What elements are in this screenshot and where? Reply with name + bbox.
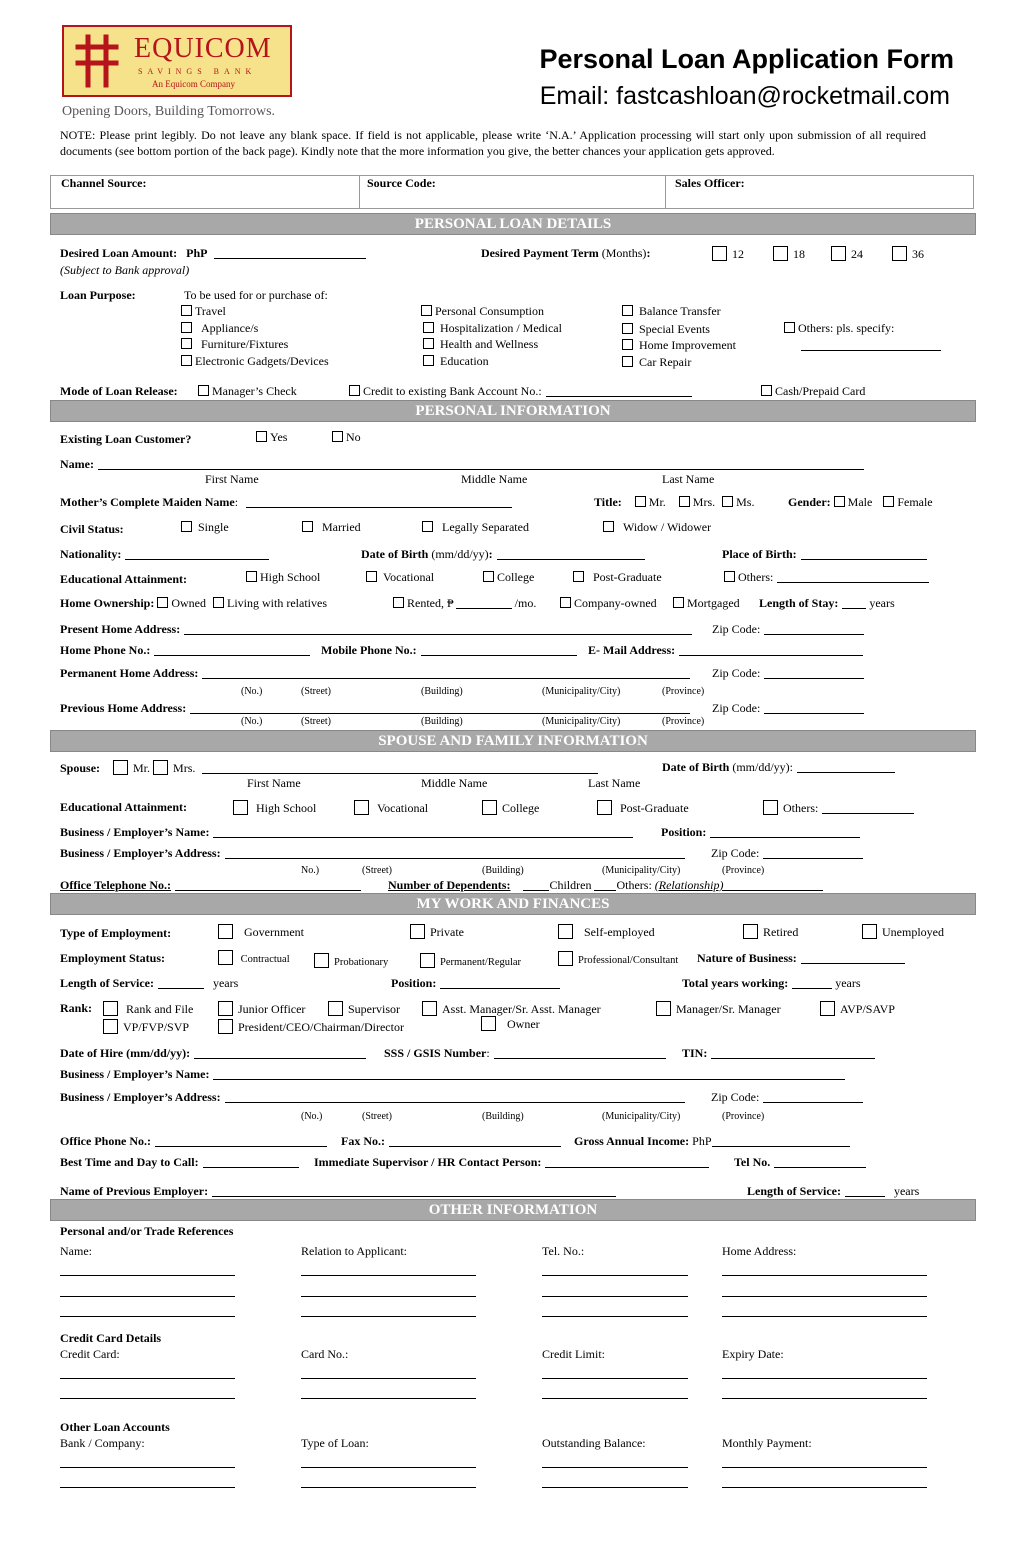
loan-amount-note: (Subject to Bank approval) bbox=[60, 263, 190, 277]
checkbox-icon bbox=[181, 338, 192, 349]
rank-asst-manager[interactable]: Asst. Manager/Sr. Asst. Manager bbox=[422, 1001, 601, 1017]
table-entry-line[interactable] bbox=[722, 1296, 927, 1297]
work-employer-address[interactable]: Business / Employer’s Address: bbox=[60, 1090, 685, 1105]
rank-label: Rank: bbox=[60, 1001, 93, 1015]
table-entry-line[interactable] bbox=[60, 1398, 235, 1399]
purpose-hospitalization[interactable]: Hospitalization / Medical bbox=[423, 321, 562, 336]
spouse-edu-label: Educational Attainment: bbox=[60, 800, 188, 814]
title-ms[interactable]: Ms. bbox=[722, 495, 754, 509]
rank-supervisor[interactable]: Supervisor bbox=[328, 1001, 400, 1017]
gross-annual-income[interactable]: Gross Annual Income: PhP bbox=[574, 1134, 850, 1149]
addr-caption-building: (Building) bbox=[421, 716, 463, 727]
present-zip[interactable]: Zip Code: bbox=[712, 622, 864, 637]
pob-row: Place of Birth: bbox=[722, 547, 927, 562]
addr-caption-building: (Building) bbox=[482, 865, 524, 876]
checkbox-icon bbox=[831, 246, 846, 261]
table-entry-line[interactable] bbox=[722, 1378, 927, 1379]
maiden-name-row: Mother’s Complete Maiden Name: bbox=[60, 495, 512, 510]
addr-caption-no: (No.) bbox=[241, 686, 263, 697]
checkbox-icon bbox=[181, 355, 192, 366]
permanent-address-row[interactable]: Permanent Home Address: bbox=[60, 666, 690, 681]
previous-address-row[interactable]: Previous Home Address: bbox=[60, 701, 690, 716]
rank-vp[interactable]: VP/FVP/SVP bbox=[103, 1019, 189, 1035]
spouse-first-name-caption: First Name bbox=[247, 776, 301, 790]
employment-private[interactable]: Private bbox=[410, 924, 464, 940]
payment-term-row: Desired Payment Term (Months): bbox=[481, 246, 651, 260]
addr-caption-province: (Province) bbox=[722, 865, 765, 876]
addr-caption-no: (No.) bbox=[301, 1111, 323, 1122]
civil-single[interactable]: Single bbox=[181, 520, 229, 535]
table-entry-line[interactable] bbox=[301, 1467, 476, 1468]
table-entry-line[interactable] bbox=[301, 1487, 476, 1488]
sales-officer-field[interactable]: Sales Officer: bbox=[675, 176, 745, 190]
civil-separated[interactable]: Legally Separated bbox=[422, 520, 529, 535]
home-living-relatives[interactable]: Living with relatives bbox=[213, 596, 327, 610]
channel-box bbox=[50, 175, 974, 209]
spouse-edu-high-school[interactable]: High School bbox=[233, 800, 316, 816]
table-entry-line[interactable] bbox=[542, 1487, 688, 1488]
addr-caption-muni: (Municipality/City) bbox=[602, 1111, 681, 1122]
middle-name-caption: Middle Name bbox=[461, 472, 528, 486]
loan-purpose-intro: To be used for or purchase of: bbox=[184, 288, 328, 302]
cc-col-number: Card No.: bbox=[301, 1347, 349, 1361]
release-managers-check[interactable]: Manager’s Check bbox=[198, 384, 297, 399]
spouse-employer-address-row[interactable]: Business / Employer’s Address: bbox=[60, 846, 685, 861]
rank-owner[interactable]: Owner bbox=[481, 1016, 540, 1032]
checkbox-icon bbox=[892, 246, 907, 261]
length-of-service[interactable]: Length of Service: years bbox=[60, 976, 239, 990]
references-title: Personal and/or Trade References bbox=[60, 1224, 234, 1238]
spouse-name-input[interactable] bbox=[202, 773, 598, 774]
references-col-relation: Relation to Applicant: bbox=[301, 1244, 407, 1258]
civil-widow[interactable]: Widow / Widower bbox=[603, 520, 711, 535]
release-label: Mode of Loan Release: bbox=[60, 384, 178, 398]
spouse-dob[interactable]: Date of Birth (mm/dd/yy): bbox=[662, 760, 895, 775]
term-option-24[interactable]: 24 bbox=[831, 246, 863, 262]
spouse-edu-vocational[interactable]: Vocational bbox=[354, 800, 428, 816]
purpose-others[interactable]: Others: pls. specify: bbox=[784, 321, 894, 336]
status-contractual[interactable]: Contractual bbox=[218, 950, 290, 965]
credit-card-title: Credit Card Details bbox=[60, 1331, 162, 1345]
tin-field[interactable]: TIN: bbox=[682, 1046, 875, 1061]
present-address-row[interactable]: Present Home Address: bbox=[60, 622, 692, 637]
civil-status-label: Civil Status: bbox=[60, 522, 124, 536]
date-of-hire[interactable]: Date of Hire (mm/dd/yy): bbox=[60, 1046, 366, 1061]
addr-caption-building: (Building) bbox=[421, 686, 463, 697]
addr-caption-province: (Province) bbox=[662, 716, 705, 727]
total-years-working[interactable]: Total years working: years bbox=[682, 976, 861, 990]
addr-caption-province: (Province) bbox=[722, 1111, 765, 1122]
section-loan-details: PERSONAL LOAN DETAILS bbox=[50, 213, 976, 235]
table-entry-line[interactable] bbox=[301, 1398, 476, 1399]
loans-col-payment: Monthly Payment: bbox=[722, 1436, 812, 1450]
table-entry-line[interactable] bbox=[722, 1316, 927, 1317]
spouse-edu-post-graduate[interactable]: Post-Graduate bbox=[597, 800, 689, 816]
table-entry-line[interactable] bbox=[542, 1275, 688, 1276]
purpose-health[interactable]: Health and Wellness bbox=[423, 337, 538, 352]
mobile-phone-row[interactable]: Mobile Phone No.: bbox=[321, 643, 577, 658]
checkbox-icon bbox=[784, 322, 795, 333]
spouse-employer-row[interactable]: Business / Employer’s Name: bbox=[60, 825, 633, 840]
last-name-caption: Last Name bbox=[662, 472, 715, 486]
gender-row: Gender: Male Female bbox=[788, 495, 933, 509]
checkbox-icon bbox=[773, 246, 788, 261]
sss-gsis-number[interactable]: SSS / GSIS Number: bbox=[384, 1046, 666, 1061]
checkbox-icon bbox=[198, 385, 209, 396]
edu-others[interactable]: Others: bbox=[724, 570, 929, 585]
gender-female[interactable]: Female bbox=[883, 495, 932, 509]
table-entry-line[interactable] bbox=[60, 1487, 235, 1488]
checkbox-icon bbox=[332, 431, 343, 442]
tagline: Opening Doors, Building Tomorrows. bbox=[62, 104, 276, 119]
purpose-others-input[interactable] bbox=[801, 338, 941, 353]
dob-row: Date of Birth (mm/dd/yy): bbox=[361, 547, 645, 562]
existing-customer-label: Existing Loan Customer? bbox=[60, 432, 192, 446]
cc-col-limit: Credit Limit: bbox=[542, 1347, 605, 1361]
checkbox-icon bbox=[761, 385, 772, 396]
checkbox-icon bbox=[622, 305, 633, 316]
loans-col-bank: Bank / Company: bbox=[60, 1436, 145, 1450]
cc-col-expiry: Expiry Date: bbox=[722, 1347, 784, 1361]
payment-term-label: Desired Payment Term bbox=[481, 246, 599, 260]
checkbox-icon bbox=[622, 356, 633, 367]
dob-input[interactable] bbox=[497, 559, 645, 560]
edu-vocational[interactable]: Vocational bbox=[366, 570, 434, 585]
release-row bbox=[60, 384, 178, 399]
table-entry-line[interactable] bbox=[722, 1398, 927, 1399]
rank-junior-officer[interactable]: Junior Officer bbox=[218, 1001, 305, 1017]
spouse-position-row[interactable]: Position: bbox=[661, 825, 860, 840]
edu-post-graduate[interactable]: Post-Graduate bbox=[573, 570, 662, 585]
addr-caption-street: (Street) bbox=[362, 1111, 392, 1122]
nationality-row: Nationality: bbox=[60, 547, 269, 562]
addr-caption-street: (Street) bbox=[301, 716, 331, 727]
title-row: Title: Mr. Mrs. Ms. bbox=[594, 495, 755, 509]
checkbox-icon bbox=[423, 322, 434, 333]
table-entry-line[interactable] bbox=[301, 1378, 476, 1379]
logo-company: An Equicom Company bbox=[152, 79, 235, 89]
name-input[interactable] bbox=[98, 469, 864, 470]
spouse-edu-others[interactable]: Others: bbox=[763, 800, 914, 816]
section-work: MY WORK AND FINANCES bbox=[50, 893, 976, 915]
work-employer-name[interactable]: Business / Employer’s Name: bbox=[60, 1067, 845, 1082]
edu-high-school[interactable]: High School bbox=[246, 570, 320, 585]
references-col-tel: Tel. No.: bbox=[542, 1244, 585, 1258]
rank-manager[interactable]: Manager/Sr. Manager bbox=[656, 1001, 781, 1017]
work-zip[interactable]: Zip Code: bbox=[711, 1090, 863, 1105]
spouse-middle-name-caption: Middle Name bbox=[421, 776, 488, 790]
table-entry-line[interactable] bbox=[60, 1316, 235, 1317]
spouse-last-name-caption: Last Name bbox=[588, 776, 641, 790]
loan-amount-input[interactable] bbox=[214, 258, 366, 259]
previous-zip[interactable]: Zip Code: bbox=[712, 701, 864, 716]
checkbox-icon bbox=[181, 322, 192, 333]
form-note: NOTE: Please print legibly. Do not leave any blank space. If field is not applicable, please write ‘N.A.’ Application processing will start only upon submission of all required documents (see bottom portion of the back page). Kindly note that the more information you give, the better chances your application gets approved. bbox=[60, 128, 926, 158]
loan-amount-row bbox=[60, 246, 366, 261]
nationality-input[interactable] bbox=[125, 559, 269, 560]
employment-self-employed[interactable]: Self-employed bbox=[558, 924, 655, 940]
table-entry-line[interactable] bbox=[301, 1316, 476, 1317]
rank-rank-and-file[interactable]: Rank and File bbox=[103, 1001, 193, 1017]
home-rented[interactable]: Rented, ₱ /mo. bbox=[393, 596, 536, 611]
checkbox-icon bbox=[622, 339, 633, 350]
addr-caption-no: (No.) bbox=[241, 716, 263, 727]
rank-avp[interactable]: AVP/SAVP bbox=[820, 1001, 895, 1017]
form-title: Personal Loan Application Form bbox=[539, 44, 954, 74]
addr-caption-muni: (Municipality/City) bbox=[602, 865, 681, 876]
section-spouse: SPOUSE AND FAMILY INFORMATION bbox=[50, 730, 976, 752]
addr-caption-muni: (Municipality/City) bbox=[542, 716, 621, 727]
spouse-mr[interactable]: Mr. bbox=[113, 761, 150, 775]
work-position[interactable]: Position: bbox=[391, 976, 560, 991]
table-entry-line[interactable] bbox=[60, 1467, 235, 1468]
spouse-zip[interactable]: Zip Code: bbox=[711, 846, 863, 861]
table-entry-line[interactable] bbox=[60, 1296, 235, 1297]
employment-type-label: Type of Employment: bbox=[60, 926, 172, 940]
employment-retired[interactable]: Retired bbox=[743, 924, 798, 940]
release-cash-card[interactable]: Cash/Prepaid Card bbox=[761, 384, 865, 399]
table-entry-line[interactable] bbox=[301, 1275, 476, 1276]
source-code-field[interactable]: Source Code: bbox=[367, 176, 436, 190]
purpose-special-events[interactable]: Special Events bbox=[622, 322, 710, 337]
checkbox-icon bbox=[423, 355, 434, 366]
status-permanent[interactable]: Permanent/Regular bbox=[420, 953, 521, 968]
purpose-car-repair[interactable]: Car Repair bbox=[622, 355, 691, 370]
addr-caption-street: (Street) bbox=[301, 686, 331, 697]
employment-government[interactable]: Government bbox=[218, 924, 304, 940]
loans-col-balance: Outstanding Balance: bbox=[542, 1436, 646, 1450]
table-entry-line[interactable] bbox=[301, 1296, 476, 1297]
other-loans-title: Other Loan Accounts bbox=[60, 1420, 170, 1434]
release-credit-account[interactable]: Credit to existing Bank Account No.: bbox=[349, 384, 692, 399]
checkbox-icon bbox=[712, 246, 727, 261]
table-entry-line[interactable] bbox=[722, 1275, 927, 1276]
edu-college[interactable]: College bbox=[483, 570, 534, 585]
spouse-edu-college[interactable]: College bbox=[482, 800, 539, 816]
term-option-12[interactable]: 12 bbox=[712, 246, 744, 262]
references-col-name: Name: bbox=[60, 1244, 92, 1258]
addr-caption-muni: (Municipality/City) bbox=[542, 686, 621, 697]
checkbox-icon bbox=[181, 305, 192, 316]
supervisor-contact[interactable]: Immediate Supervisor / HR Contact Person: bbox=[314, 1155, 709, 1170]
employment-unemployed[interactable]: Unemployed bbox=[862, 924, 944, 940]
addr-caption-no: No.) bbox=[301, 865, 320, 876]
logo-subtitle: SAVINGS BANK bbox=[138, 67, 257, 76]
section-other-info: OTHER INFORMATION bbox=[50, 1199, 976, 1221]
edu-label: Educational Attainment: bbox=[60, 572, 188, 586]
purpose-education[interactable]: Education bbox=[423, 354, 489, 369]
table-entry-line[interactable] bbox=[722, 1487, 927, 1488]
table-entry-line[interactable] bbox=[542, 1467, 688, 1468]
spouse-mrs[interactable]: Mrs. bbox=[153, 761, 195, 775]
table-entry-line[interactable] bbox=[722, 1467, 927, 1468]
addr-caption-building: (Building) bbox=[482, 1111, 524, 1122]
first-name-caption: First Name bbox=[205, 472, 259, 486]
status-probationary[interactable]: Probationary bbox=[314, 953, 388, 968]
rank-president[interactable]: President/CEO/Chairman/Director bbox=[218, 1019, 404, 1035]
addr-caption-province: (Province) bbox=[662, 686, 705, 697]
contact-email: Email: fastcashloan@rocketmail.com bbox=[539, 82, 950, 110]
previous-length-of-service[interactable]: Length of Service: years bbox=[747, 1184, 920, 1198]
length-of-stay[interactable]: Length of Stay: years bbox=[759, 596, 895, 610]
loans-col-type: Type of Loan: bbox=[301, 1436, 369, 1450]
channel-source-field[interactable]: Channel Source: bbox=[61, 176, 147, 190]
title-mr[interactable]: Mr. bbox=[635, 495, 666, 509]
status-professional[interactable]: Professional/Consultant bbox=[558, 951, 678, 966]
purpose-personal-consumption[interactable]: Personal Consumption bbox=[421, 304, 544, 319]
equicom-symbol-icon bbox=[72, 33, 122, 89]
dependents-row[interactable]: Number of Dependents: Children Others: (Relationship) bbox=[388, 878, 823, 893]
purpose-balance-transfer[interactable]: Balance Transfer bbox=[622, 304, 721, 319]
home-phone-row[interactable]: Home Phone No.: bbox=[60, 643, 310, 658]
checkbox-icon bbox=[421, 305, 432, 316]
purpose-appliances[interactable]: Appliance/s bbox=[181, 321, 258, 336]
purpose-home-improvement[interactable]: Home Improvement bbox=[622, 338, 736, 353]
existing-no[interactable]: No bbox=[332, 430, 361, 445]
maiden-name-input[interactable] bbox=[246, 507, 512, 508]
title-mrs[interactable]: Mrs. bbox=[679, 495, 715, 509]
best-time-to-call[interactable]: Best Time and Day to Call: bbox=[60, 1155, 299, 1170]
loan-purpose-label: Loan Purpose: bbox=[60, 288, 136, 302]
office-phone[interactable]: Office Phone No.: bbox=[60, 1134, 327, 1149]
office-telephone-row[interactable]: Office Telephone No.: bbox=[60, 878, 361, 893]
fax-number[interactable]: Fax No.: bbox=[341, 1134, 561, 1149]
loan-amount-label: Desired Loan Amount: bbox=[60, 246, 178, 260]
civil-married[interactable]: Married bbox=[302, 520, 361, 535]
previous-employer[interactable]: Name of Previous Employer: bbox=[60, 1184, 616, 1199]
checkbox-icon bbox=[423, 338, 434, 349]
email-row[interactable]: E- Mail Address: bbox=[588, 643, 863, 658]
home-mortgaged[interactable]: Mortgaged bbox=[673, 596, 740, 611]
section-personal-info: PERSONAL INFORMATION bbox=[50, 400, 976, 422]
employment-status-label: Employment Status: bbox=[60, 951, 166, 965]
home-owned[interactable]: Owned bbox=[157, 596, 206, 610]
table-entry-line[interactable] bbox=[542, 1378, 688, 1379]
home-ownership-row: Home Ownership: Owned Living with relatives bbox=[60, 596, 327, 610]
table-entry-line[interactable] bbox=[60, 1378, 235, 1379]
home-company-owned[interactable]: Company-owned bbox=[560, 596, 657, 611]
purpose-travel[interactable]: Travel bbox=[181, 304, 226, 319]
pob-input[interactable] bbox=[801, 559, 927, 560]
equicom-logo bbox=[62, 25, 292, 97]
permanent-zip[interactable]: Zip Code: bbox=[712, 666, 864, 681]
addr-caption-street: (Street) bbox=[362, 865, 392, 876]
table-entry-line[interactable] bbox=[60, 1275, 235, 1276]
spouse-row: Spouse: Mr. Mrs. bbox=[60, 760, 598, 776]
existing-yes[interactable]: Yes bbox=[256, 430, 287, 445]
nature-of-business[interactable]: Nature of Business: bbox=[697, 951, 905, 966]
references-col-address: Home Address: bbox=[722, 1244, 797, 1258]
logo-name: EQUICOM bbox=[134, 33, 272, 64]
supervisor-tel[interactable]: Tel No. bbox=[734, 1155, 866, 1170]
gender-male[interactable]: Male bbox=[834, 495, 873, 509]
purpose-gadgets[interactable]: Electronic Gadgets/Devices bbox=[181, 354, 329, 369]
checkbox-icon bbox=[622, 323, 633, 334]
table-entry-line[interactable] bbox=[542, 1296, 688, 1297]
name-row: Name: bbox=[60, 457, 864, 472]
loan-currency: PhP bbox=[186, 246, 208, 260]
purpose-furniture[interactable]: Furniture/Fixtures bbox=[181, 337, 288, 352]
checkbox-icon bbox=[349, 385, 360, 396]
payment-term-unit: (Months) bbox=[601, 246, 647, 260]
cc-col-card: Credit Card: bbox=[60, 1347, 120, 1361]
table-entry-line[interactable] bbox=[542, 1316, 688, 1317]
term-option-18[interactable]: 18 bbox=[773, 246, 805, 262]
checkbox-icon bbox=[256, 431, 267, 442]
table-entry-line[interactable] bbox=[542, 1398, 688, 1399]
term-option-36[interactable]: 36 bbox=[892, 246, 924, 262]
